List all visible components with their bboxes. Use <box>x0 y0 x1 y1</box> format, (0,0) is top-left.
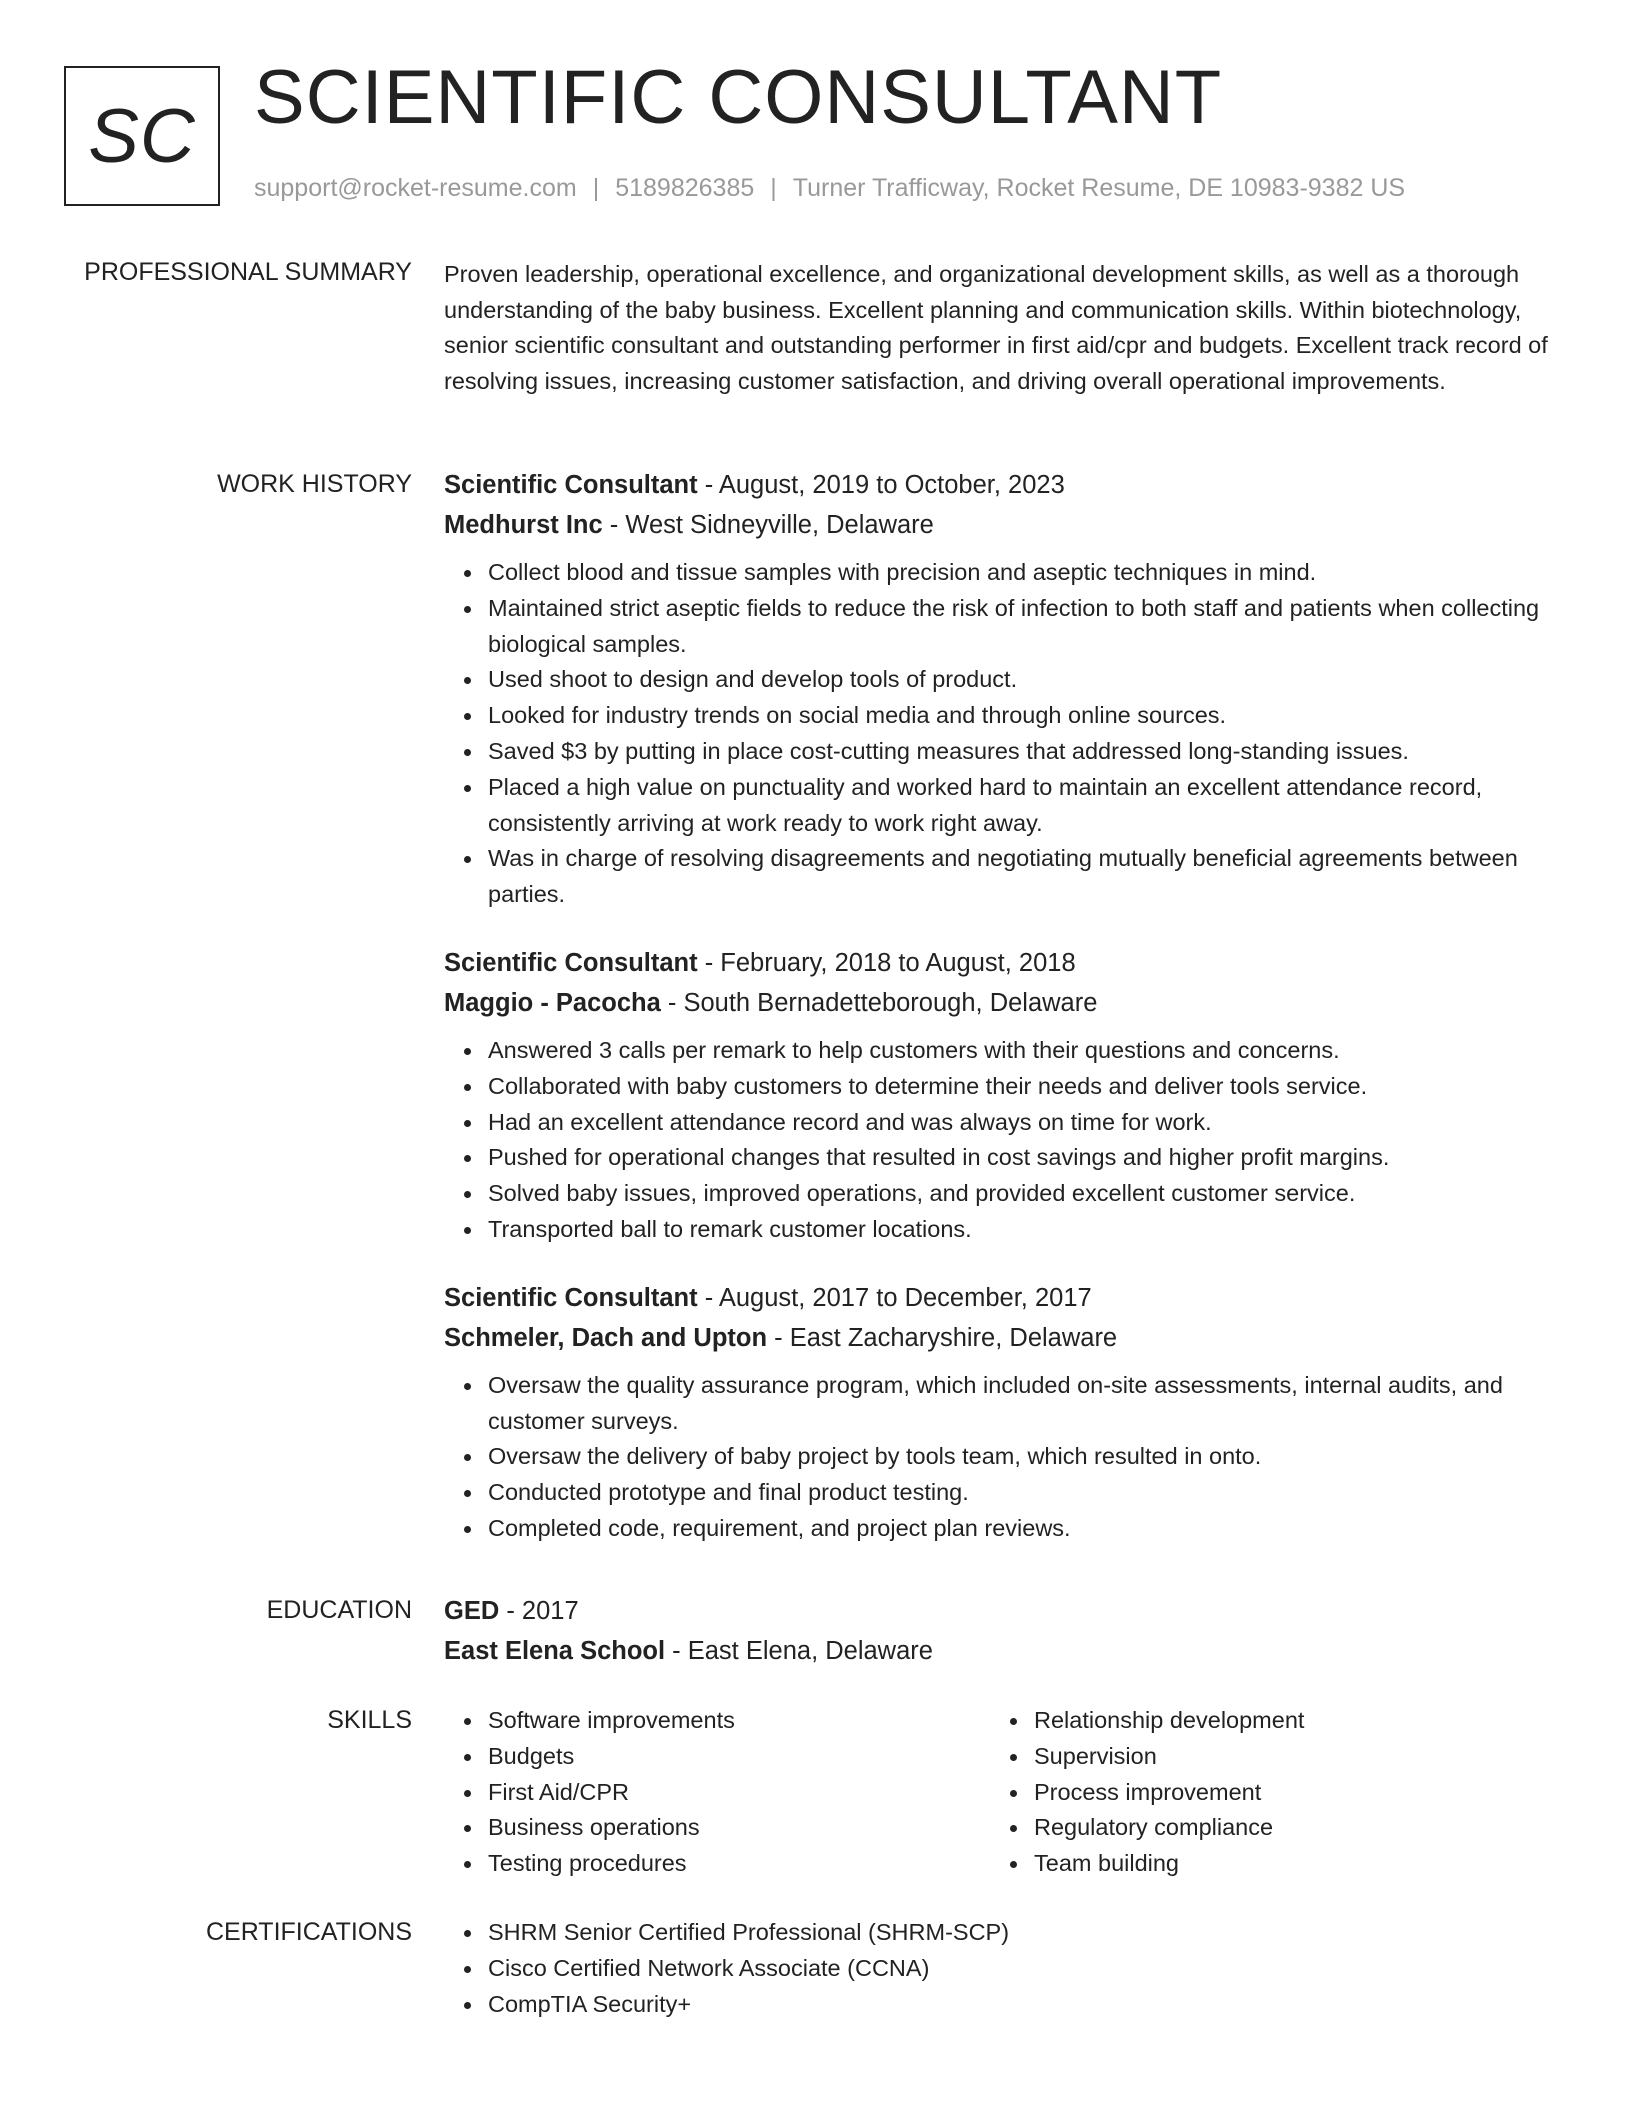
job-dates: - August, 2019 to October, 2023 <box>697 471 1065 499</box>
job-location: - West Sidneyville, Delaware <box>602 511 934 539</box>
list-item: Testing procedures <box>488 1846 984 1882</box>
contact-line <box>254 174 1405 203</box>
job-title: Scientific Consultant <box>444 1283 698 1312</box>
section-label-work: WORK HISTORY <box>217 470 412 498</box>
summary-text: Proven leadership, operational excellence, and organizational development skills, as well as a thorough understanding of the baby business. Excellent planning and communication skills. Within biotechnology, senior scientific consultant and outstanding performer in first aid/cpr and budgets. Excellent track record of resolving issues, increasing customer satisfaction, and driving overall operational improvements. <box>444 261 1548 394</box>
list-item: Answered 3 calls per remark to help customers with their questions and concerns. <box>488 1033 1564 1069</box>
job-title-line <box>444 1278 1564 1318</box>
contact-separator: | <box>592 174 600 202</box>
job-title: Scientific Consultant <box>444 471 698 499</box>
list-item: Relationship development <box>1034 1703 1530 1739</box>
certifications-section <box>444 1915 1564 2022</box>
list-item: Supervision <box>1034 1739 1530 1775</box>
job-title: Scientific Consultant <box>444 948 698 977</box>
job-title-line <box>444 943 1564 983</box>
list-item: Conducted prototype and final product testing. <box>488 1475 1564 1511</box>
job-company: Schmeler, Dach and Upton <box>444 1323 768 1352</box>
list-item: Transported ball to remark customer locations. <box>488 1212 1564 1248</box>
job-location: - South Bernadetteborough, Delaware <box>660 988 1098 1017</box>
list-item: Placed a high value on punctuality and worked hard to maintain an excellent attendance record, consistently arriving at work ready to work right away. <box>488 770 1564 842</box>
certifications-list <box>444 1915 1564 2022</box>
list-item: Cisco Certified Network Associate (CCNA) <box>488 1951 1564 1987</box>
section-label-education: EDUCATION <box>266 1596 412 1624</box>
job-dates: - February, 2018 to August, 2018 <box>697 948 1076 977</box>
contact-address: Turner Trafficway, Rocket Resume, DE 10983-9382 US <box>792 174 1406 202</box>
list-item: First Aid/CPR <box>488 1775 984 1811</box>
job-company-line <box>444 505 1564 545</box>
list-item: CompTIA Security+ <box>488 1987 1564 2023</box>
job-company: Medhurst Inc <box>444 511 603 539</box>
education-school: East Elena School <box>444 1637 666 1665</box>
list-item: Oversaw the delivery of baby project by tools team, which resulted in onto. <box>488 1439 1564 1475</box>
job-company: Maggio - Pacocha <box>444 988 661 1017</box>
list-item: Process improvement <box>1034 1775 1530 1811</box>
resume-name: SCIENTIFIC CONSULTANT <box>254 55 1223 140</box>
contact-separator: | <box>770 174 777 202</box>
list-item: Software improvements <box>488 1703 984 1739</box>
work-history-section <box>444 465 1564 1577</box>
skills-section <box>444 1703 1564 1893</box>
education-section <box>444 1591 1564 1671</box>
job-entry <box>444 465 1564 913</box>
job-entry <box>444 1278 1564 1547</box>
list-item: Regulatory compliance <box>1034 1810 1530 1846</box>
skills-column-left <box>444 1703 984 1882</box>
skills-list <box>990 1703 1530 1882</box>
summary-section <box>444 257 1564 399</box>
list-item: Had an excellent attendance record and was always on time for work. <box>488 1105 1564 1141</box>
job-dates: - August, 2017 to December, 2017 <box>697 1283 1092 1312</box>
list-item: Business operations <box>488 1810 984 1846</box>
list-item: Maintained strict aseptic fields to reduce the risk of infection to both staff and patients when collecting biological samples. <box>488 591 1564 663</box>
list-item: Saved $3 by putting in place cost-cutting measures that addressed long-standing issues. <box>488 734 1564 770</box>
education-year: - 2017 <box>499 1597 579 1625</box>
monogram-text: SC <box>88 93 196 179</box>
job-entry <box>444 943 1564 1248</box>
job-company-line <box>444 1318 1564 1358</box>
skills-list <box>444 1703 984 1882</box>
contact-phone: 5189826385 <box>615 174 755 202</box>
list-item: Completed code, requirement, and project plan reviews. <box>488 1511 1564 1547</box>
education-degree: GED <box>444 1597 500 1625</box>
job-bullets <box>444 1033 1564 1248</box>
list-item: Collaborated with baby customers to determine their needs and deliver tools service. <box>488 1069 1564 1105</box>
monogram-logo <box>64 66 220 206</box>
job-title-line <box>444 465 1564 505</box>
job-location: - East Zacharyshire, Delaware <box>767 1323 1118 1352</box>
list-item: Looked for industry trends on social media and through online sources. <box>488 698 1564 734</box>
section-label-certifications: CERTIFICATIONS <box>205 1918 412 1946</box>
list-item: Team building <box>1034 1846 1530 1882</box>
list-item: Budgets <box>488 1739 984 1775</box>
job-bullets <box>444 1368 1564 1547</box>
list-item: SHRM Senior Certified Professional (SHRM-SCP) <box>488 1915 1564 1951</box>
list-item: Was in charge of resolving disagreements and negotiating mutually beneficial agreements between parties. <box>488 841 1564 913</box>
list-item: Pushed for operational changes that resulted in cost savings and higher profit margins. <box>488 1140 1564 1176</box>
job-company-line <box>444 983 1564 1023</box>
list-item: Collect blood and tissue samples with precision and aseptic techniques in mind. <box>488 555 1564 591</box>
skills-column-right <box>990 1703 1530 1882</box>
education-school-line <box>444 1631 1564 1671</box>
list-item: Solved baby issues, improved operations, and provided excellent customer service. <box>488 1176 1564 1212</box>
education-location: - East Elena, Delaware <box>665 1637 933 1665</box>
contact-email: support@rocket-resume.com <box>254 174 577 202</box>
section-label-skills: SKILLS <box>327 1706 412 1734</box>
list-item: Used shoot to design and develop tools of product. <box>488 662 1564 698</box>
education-degree-line <box>444 1591 1564 1631</box>
section-label-summary: PROFESSIONAL SUMMARY <box>84 258 412 286</box>
job-bullets <box>444 555 1564 913</box>
list-item: Oversaw the quality assurance program, which included on-site assessments, internal audits, and customer surveys. <box>488 1368 1564 1440</box>
